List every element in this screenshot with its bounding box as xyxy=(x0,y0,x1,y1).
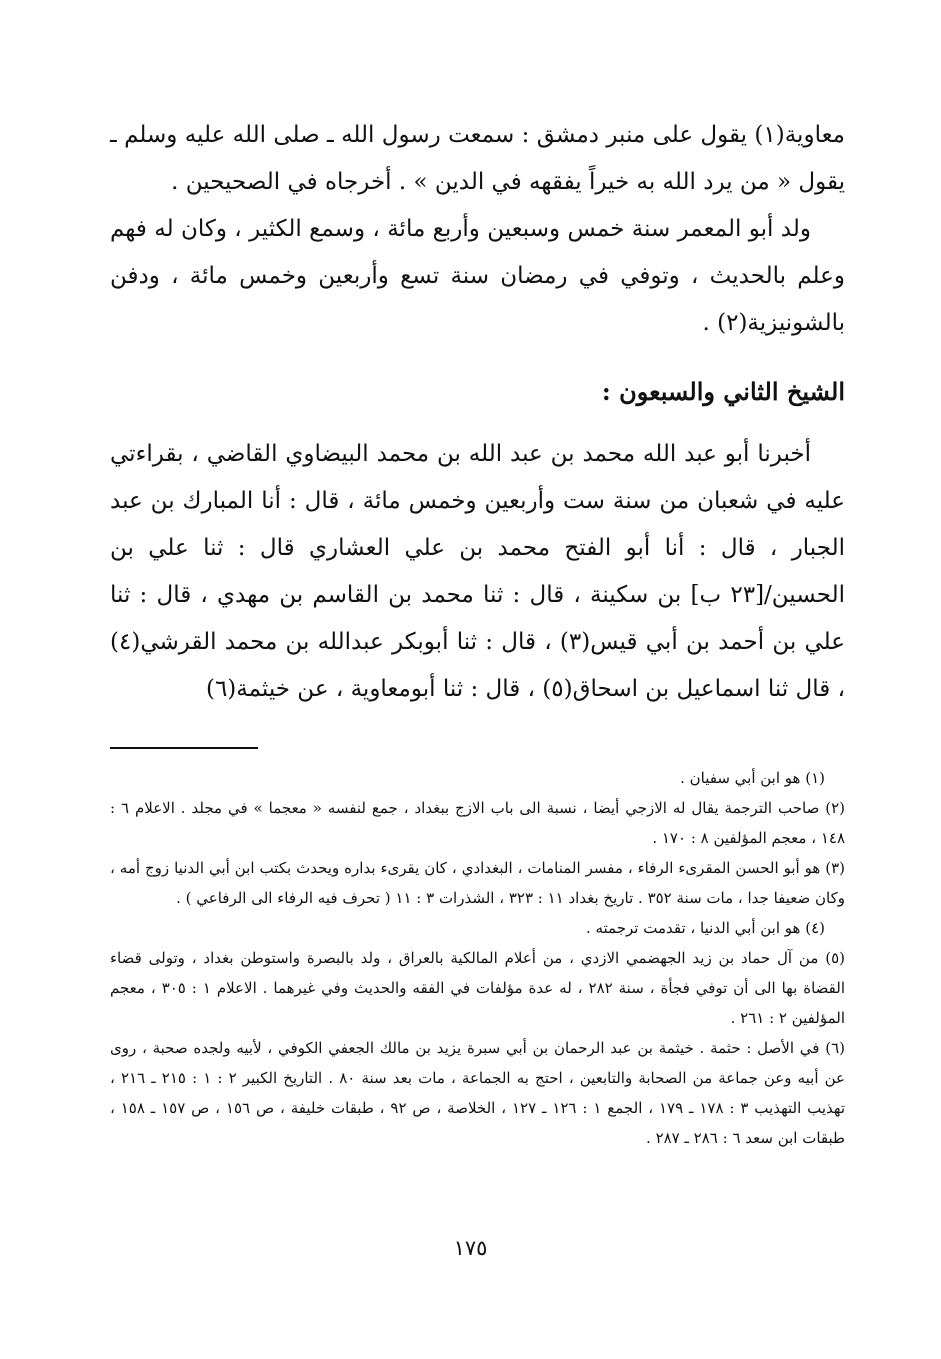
paragraph-2: ولد أبو المعمر سنة خمس وسبعين وأربع مائة ، وسمع الكثير ، وكان له فهم وعلم بالحديث ، وتوفي في رمضان سنة تسع وأربعين وخمس مائة ، ودفن بالشونيزية(٢) . xyxy=(110,216,845,336)
main-text-2 xyxy=(110,431,845,713)
footnote: (٣) هو أبو الحسن المقرىء الرفاء ، مفسر المنامات ، البغدادي ، كان يقرىء بداره ويحدث بكتب ابن أبي الدنيا زوج أمه ، وكان ضعيفا جدا ، مات سنة ٣٥٢ . تاريخ بغداد ١١ : ٣٢٣ ، الشذرات ٣ : ١١ ( تحرف فيه الرفاء الى الرفاعي ) . xyxy=(110,859,845,907)
footnote: (١) هو ابن أبي سفيان . xyxy=(680,769,825,787)
footnote: (٦) في الأصل : حثمة . خيثمة بن عبد الرحمان بن أبي سبرة يزيد بن مالك الجعفي الكوفي ، لأبيه ولجده صحبة ، روى عن أبيه وعن جماعة من الصحابة والتابعين ، احتج به الجماعة ، مات بعد سنة ٨٠ . التاريخ الكبير ٢ : ١ : ٢١٥ ـ ٢١٦ ، تهذيب التهذيب ٣ : ١٧٨ ـ ١٧٩ ، الجمع ١ : ١٢٦ ـ ١٢٧ ، الخلاصة ، ص ٩٢ ، طبقات خليفة ، ص ١٥٦ ، ص ١٥٧ ـ ١٥٨ ، طبقات ابن سعد ٦ : ٢٨٦ ـ ٢٨٧ . xyxy=(110,1039,846,1147)
page-number: ١٧٥ xyxy=(453,1236,488,1260)
paragraph-1: معاوية(١) يقول على منبر دمشق : سمعت رسول الله ـ صلى الله عليه وسلم ـ يقول « من يرد الله به خيراً يفقهه في الدين » . أخرجاه في الصحيحين . xyxy=(110,122,845,195)
section-heading: الشيخ الثاني والسبعون : xyxy=(601,377,845,406)
footnote: (٥) من آل حماد بن زيد الجهضمي الازدي ، من أعلام المالكية بالعراق ، ولد بالبصرة واستوطن بغداد ، وتولى قضاء القضاة بها الى أن توفي فجأة ، سنة ٢٨٢ ، له عدة مؤلفات في الفقه والحديث وفي غيرهما . الاعلام ١ : ٣٠٥ ، معجم المؤلفين ٢ : ٢٦١ . xyxy=(110,949,845,1027)
page-body xyxy=(110,112,845,1153)
main-text xyxy=(110,112,845,347)
footnotes xyxy=(110,763,845,1153)
footnote: (٢) صاحب الترجمة يقال له الازجي أيضا ، نسبة الى باب الازج ببغداد ، جمع لنفسه « معجما » في مجلد . الاعلام ٦ : ١٤٨ ، معجم المؤلفين ٨ : ١٧٠ . xyxy=(110,799,845,847)
footnote: (٤) هو ابن أبي الدنيا ، تقدمت ترجمته . xyxy=(585,919,825,937)
footnote-separator xyxy=(110,747,258,749)
paragraph-3: أخبرنا أبو عبد الله محمد بن عبد الله بن محمد البيضاوي القاضي ، بقراءتي عليه في شعبان من سنة ست وأربعين وخمس مائة ، قال : أنا المبارك بن عبد الجبار ، قال : أنا أبو الفتح محمد بن علي العشاري قال : ثنا علي بن الحسين/[٢٣ ب] بن سكينة ، قال : ثنا محمد بن القاسم بن مهدي ، قال : ثنا علي بن أحمد بن أبي قيس(٣) ، قال : ثنا أبوبكر عبدالله بن محمد القرشي(٤) ، قال ثنا اسماعيل بن اسحاق(٥) ، قال : ثنا أبومعاوية ، عن خيثمة(٦) xyxy=(110,441,845,702)
